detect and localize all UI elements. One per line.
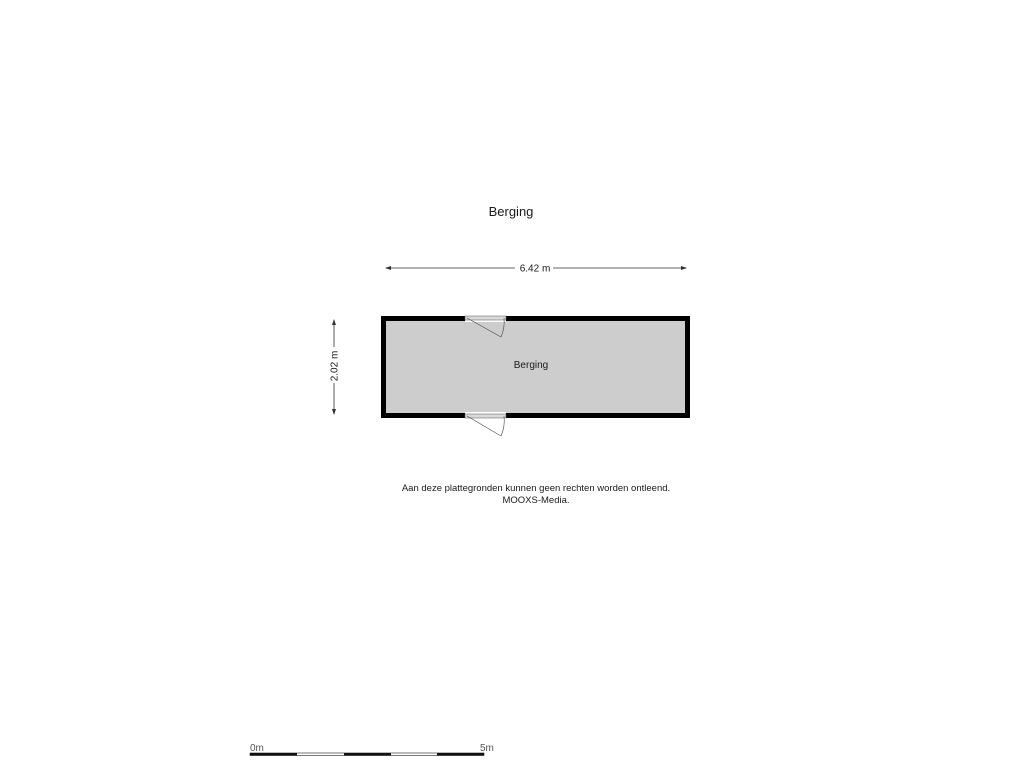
disclaimer-line-2: MOOXS-Media. xyxy=(502,495,570,506)
page-title-text: Berging xyxy=(488,204,534,219)
disclaimer-line-1: Aan deze plattegronden kunnen geen rechten worden ontleend. xyxy=(401,483,671,494)
height-arrow-bottom xyxy=(332,409,336,415)
scale-bar-segment-3 xyxy=(344,753,391,756)
width-arrow-right xyxy=(681,266,687,270)
height-dimension xyxy=(330,319,341,415)
bottom-door-frame xyxy=(465,414,506,418)
scale-bar-end-label: 5m xyxy=(480,743,494,754)
width-dimension xyxy=(385,264,687,275)
room-berging xyxy=(381,315,690,436)
height-arrow-top xyxy=(332,319,336,325)
scale-bar-start-label: 0m xyxy=(250,743,264,754)
room-label: Berging xyxy=(513,360,549,371)
disclaimer xyxy=(0,483,1024,507)
scale-bar-segment-5 xyxy=(437,753,484,756)
width-arrow-left xyxy=(385,266,391,270)
scale-bar xyxy=(250,743,494,756)
width-dimension-label: 6.42 m xyxy=(519,263,551,275)
height-dimension-label: 2.02 m xyxy=(329,350,341,382)
top-door-frame xyxy=(465,316,506,320)
